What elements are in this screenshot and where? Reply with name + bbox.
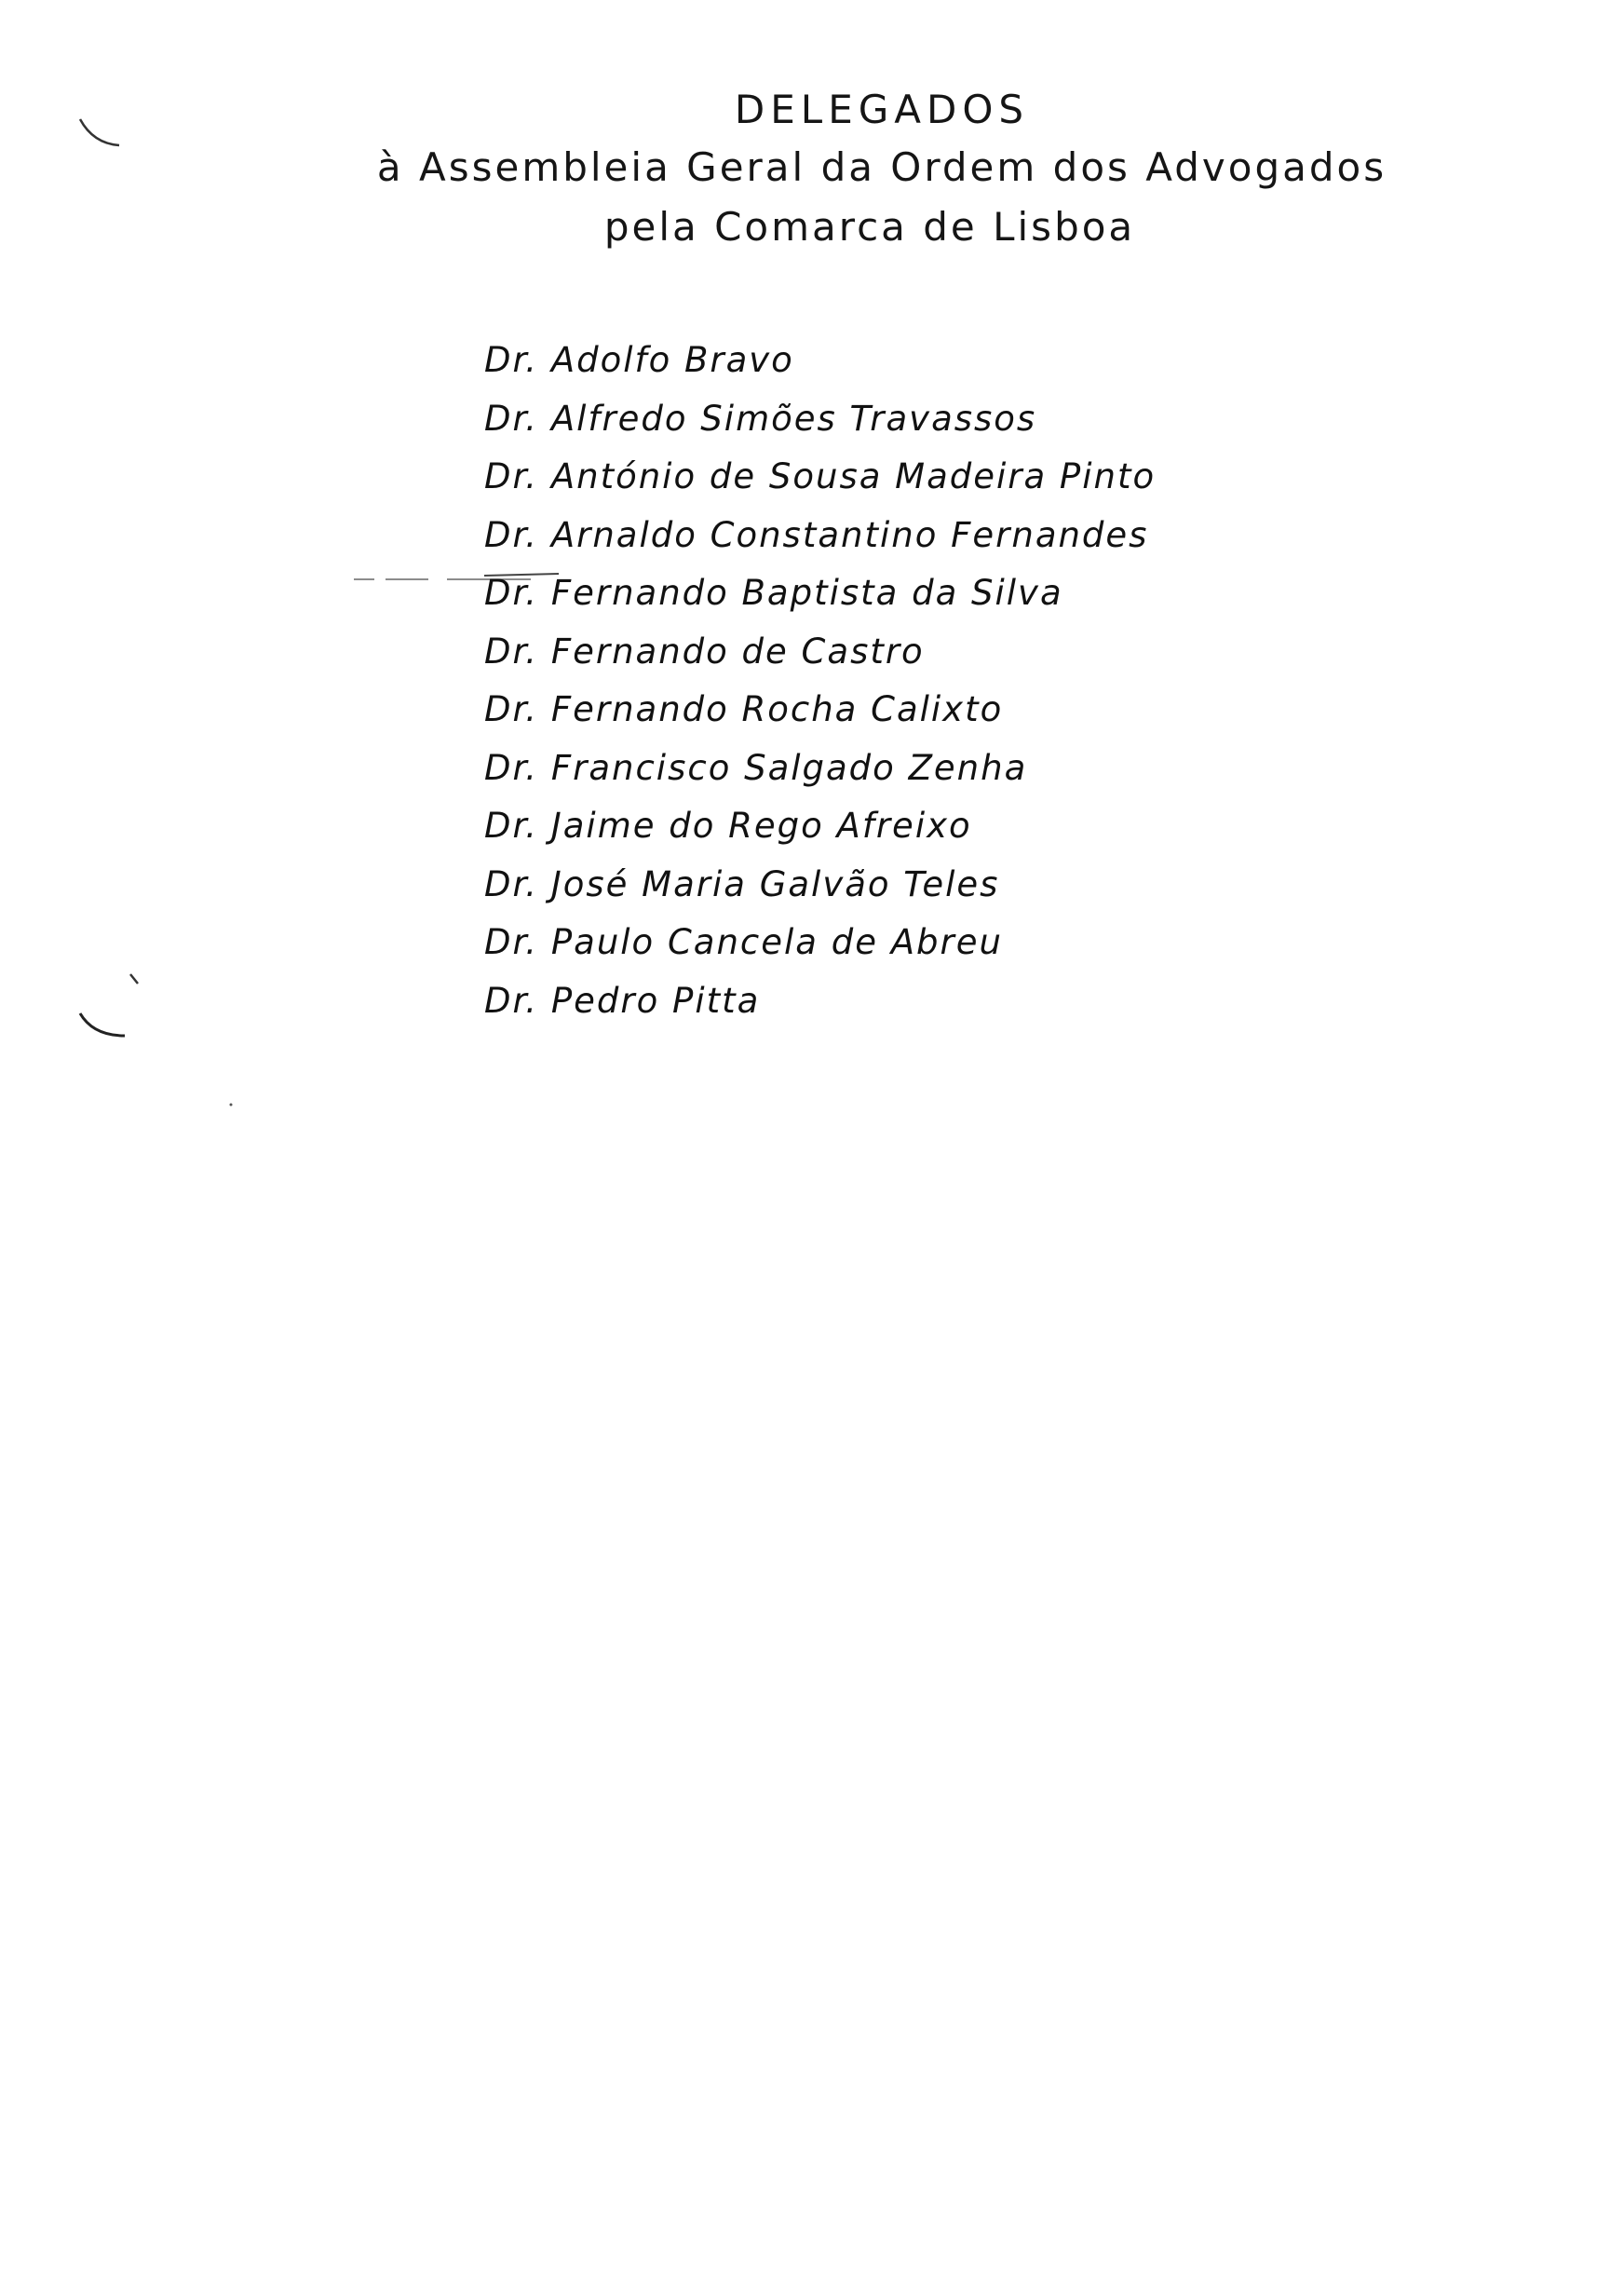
- document-title: DELEGADOS: [734, 87, 1030, 132]
- delegate-item: Dr. Arnaldo Constantino Fernandes: [484, 514, 1149, 555]
- delegate-item: Dr. José Maria Galvão Teles: [484, 863, 1000, 904]
- delegate-item: Dr. Francisco Salgado Zenha: [484, 747, 1028, 788]
- delegate-item: Dr. António de Sousa Madeira Pinto: [484, 456, 1157, 496]
- delegate-item: Dr. Fernando Baptista da Silva: [484, 573, 1063, 613]
- document-subtitle-line-2: pela Comarca de Lisboa: [603, 204, 1136, 250]
- delegate-item: Dr. Adolfo Bravo: [484, 340, 794, 380]
- delegate-item: Dr. Alfredo Simões Travassos: [484, 398, 1037, 439]
- delegate-item: Dr. Pedro Pitta: [484, 980, 761, 1021]
- delegate-item: Dr. Fernando Rocha Calixto: [484, 689, 1004, 729]
- scan-mark-bottom-left: [74, 969, 149, 1043]
- document-subtitle-line-1: à Assembleia Geral da Ordem dos Advogados: [376, 144, 1387, 190]
- delegate-item: Dr. Fernando de Castro: [484, 631, 925, 672]
- scan-dot: [227, 1101, 235, 1108]
- document-header: [0, 82, 1624, 257]
- delegate-item: Dr. Paulo Cancela de Abreu: [484, 922, 1003, 962]
- delegate-item: Dr. Jaime do Rego Afreixo: [484, 806, 972, 846]
- delegate-list: [484, 332, 1156, 1030]
